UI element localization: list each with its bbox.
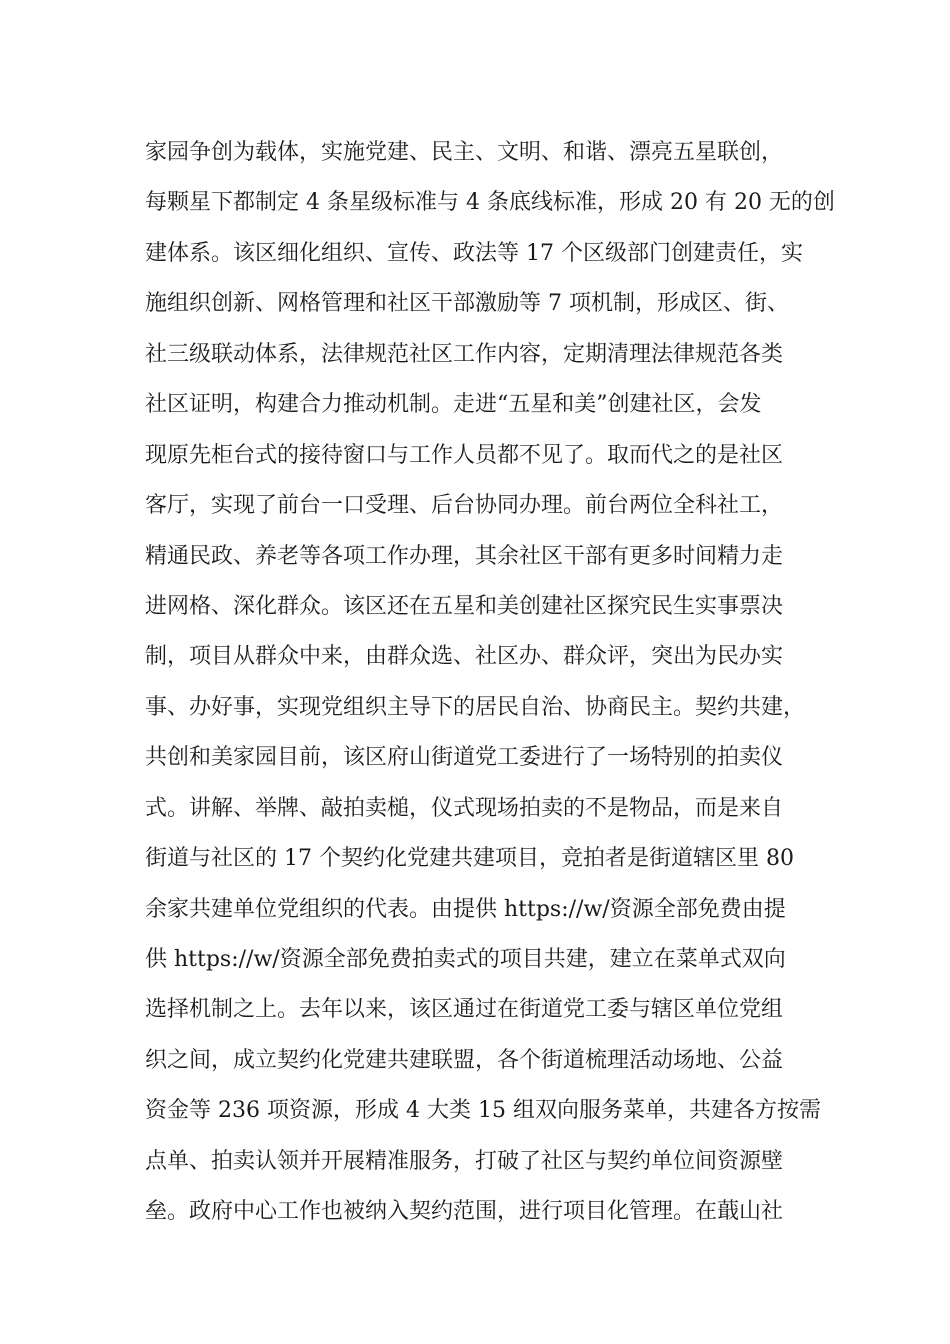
- text-line: 进网格、深化群众。该区还在五星和美创建社区探究民生实事票决: [145, 593, 784, 619]
- text-line: 点单、拍卖认领并开展精准服务，打破了社区与契约单位间资源壁: [145, 1148, 784, 1174]
- text-line: 社区证明，构建合力推动机制。走进“五星和美”创建社区，会发: [145, 392, 762, 418]
- text-line: 余家共建单位党组织的代表。由提供 https://w/资源全部免费由提: [145, 896, 786, 922]
- text-line: 建体系。该区细化组织、宣传、政法等 17 个区级部门创建责任，实: [145, 240, 803, 266]
- text-line: 家园争创为载体，实施党建、民主、文明、和谐、漂亮五星联创，: [145, 140, 784, 165]
- text-line: 织之间，成立契约化党建共建联盟，各个街道梳理活动场地、公益: [145, 1047, 784, 1073]
- text-line: 每颗星下都制定 4 条星级标准与 4 条底线标准，形成 20 有 20 无的创: [145, 190, 835, 216]
- text-line: 客厅，实现了前台一口受理、后台协同办理。前台两位全科社工，: [145, 493, 784, 519]
- text-line: 街道与社区的 17 个契约化党建共建项目，竞拍者是街道辖区里 80: [145, 846, 794, 872]
- text-line: 施组织创新、网格管理和社区干部激励等 7 项机制，形成区、街、: [145, 291, 789, 317]
- text-line: 现原先柜台式的接待窗口与工作人员都不见了。取而代之的是社区: [145, 442, 784, 468]
- text-line: 事、办好事，实现党组织主导下的居民自治、协商民主。契约共建，: [145, 694, 806, 720]
- text-line: 垒。政府中心工作也被纳入契约范围，进行项目化管理。在蕺山社: [145, 1199, 784, 1225]
- text-line: 式。讲解、举牌、敲拍卖槌，仪式现场拍卖的不是物品，而是来自: [145, 795, 784, 821]
- text-line: 社三级联动体系，法律规范社区工作内容，定期清理法律规范各类: [145, 341, 784, 367]
- text-line: 供 https://w/资源全部免费拍卖式的项目共建，建立在菜单式双向: [145, 947, 786, 972]
- body-paragraph: [145, 128, 835, 1238]
- text-line: 资金等 236 项资源，形成 4 大类 15 组双向服务菜单，共建各方按需: [145, 1098, 821, 1124]
- text-line: 制，项目从群众中来，由群众选、社区办、群众评，突出为民办实: [145, 644, 784, 670]
- text-line: 选择机制之上。去年以来，该区通过在街道党工委与辖区单位党组: [145, 997, 784, 1023]
- text-line: 精通民政、养老等各项工作办理，其余社区干部有更多时间精力走: [145, 543, 784, 569]
- text-line: 共创和美家园目前，该区府山街道党工委进行了一场特别的拍卖仪: [145, 745, 784, 771]
